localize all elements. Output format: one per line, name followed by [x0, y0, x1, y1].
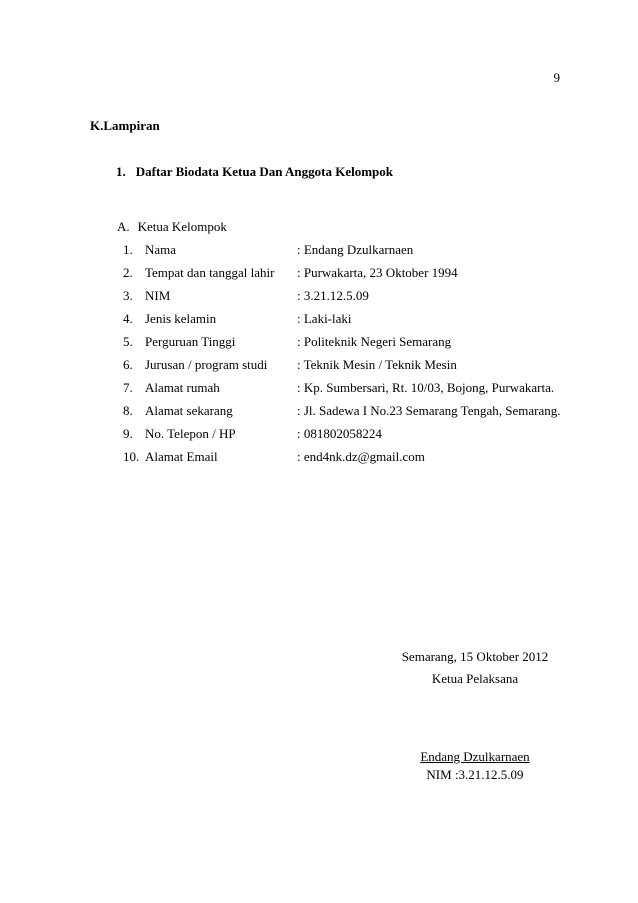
group-heading	[117, 219, 227, 235]
item-number: 1.	[123, 242, 133, 257]
signature-name	[380, 749, 570, 765]
signature-role: Ketua Pelaksana	[431, 671, 519, 686]
item-value: : Politeknik Negeri Semarang	[297, 334, 452, 349]
item-label: Jenis kelamin	[145, 311, 217, 326]
item-label: Tempat dan tanggal lahir	[145, 265, 275, 280]
biodata-row-jenis-kelamin	[123, 310, 573, 333]
item-label: NIM	[145, 288, 171, 303]
biodata-row-nama	[123, 241, 573, 264]
biodata-row-telepon	[123, 425, 573, 448]
biodata-row-email	[123, 448, 573, 471]
item-number: 6.	[123, 357, 133, 372]
item-label: Jurusan / program studi	[145, 357, 268, 372]
item-value: : 3.21.12.5.09	[297, 288, 369, 303]
signature-name-text: Endang Dzulkarnaen	[420, 749, 530, 764]
item-value: : Endang Dzulkarnaen	[297, 242, 414, 257]
biodata-row-nim	[123, 287, 573, 310]
subsection-heading	[116, 164, 393, 180]
item-number: 4.	[123, 311, 133, 326]
group-letter: A.	[117, 219, 130, 234]
item-number: 3.	[123, 288, 133, 303]
item-label: Alamat Email	[145, 449, 218, 464]
subsection-title: Daftar Biodata Ketua Dan Anggota Kelompok	[135, 164, 393, 179]
signature-block	[380, 649, 570, 782]
item-label: Nama	[145, 242, 177, 257]
item-label: No. Telepon / HP	[145, 426, 236, 441]
item-number: 10.	[123, 449, 140, 464]
biodata-row-jurusan	[123, 356, 573, 379]
signature-nim: NIM :3.21.12.5.09	[426, 767, 524, 782]
item-label: Alamat sekarang	[145, 403, 233, 418]
item-value: : Teknik Mesin / Teknik Mesin	[297, 357, 457, 372]
biodata-list	[123, 241, 573, 471]
biodata-row-tempat-tanggal-lahir	[123, 264, 573, 287]
biodata-row-alamat-sekarang	[123, 402, 573, 425]
section-heading	[90, 118, 160, 134]
subsection-number: 1.	[116, 164, 126, 179]
item-number: 2.	[123, 265, 133, 280]
biodata-row-alamat-rumah	[123, 379, 573, 402]
group-title: Ketua Kelompok	[137, 219, 227, 234]
item-value: : Laki-laki	[297, 311, 352, 326]
signature-place-date: Semarang, 15 Oktober 2012	[401, 649, 549, 664]
item-number: 9.	[123, 426, 133, 441]
section-letter: K.	[90, 118, 104, 133]
biodata-row-perguruan-tinggi	[123, 333, 573, 356]
item-value: : Kp. Sumbersari, Rt. 10/03, Bojong, Purwakarta.	[297, 380, 555, 395]
item-number: 8.	[123, 403, 133, 418]
item-value: : 081802058224	[297, 426, 382, 441]
item-number: 7.	[123, 380, 133, 395]
item-value: : Purwakarta, 23 Oktober 1994	[297, 265, 458, 280]
page-number: 9	[553, 70, 560, 85]
item-label: Perguruan Tinggi	[145, 334, 236, 349]
item-label: Alamat rumah	[145, 380, 220, 395]
item-value: : Jl. Sadewa I No.23 Semarang Tengah, Semarang.	[297, 403, 561, 418]
section-title: Lampiran	[103, 118, 160, 133]
item-number: 5.	[123, 334, 133, 349]
item-value: : end4nk.dz@gmail.com	[297, 449, 425, 464]
